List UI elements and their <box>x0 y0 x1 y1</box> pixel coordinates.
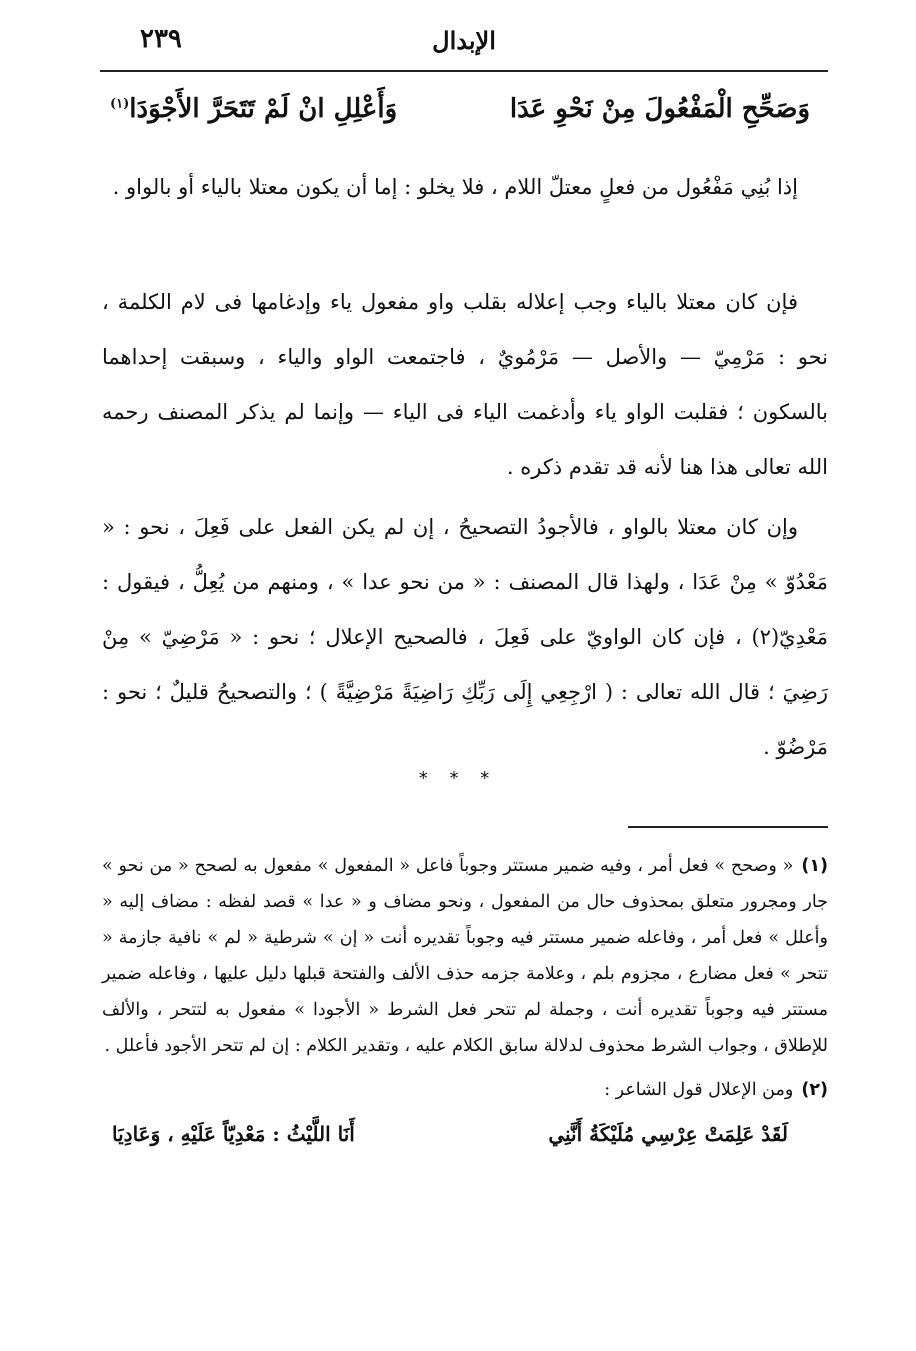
verse-hemistich-1-text: وَصَحِّحِ الْمَفْعُولَ مِنْ نَحْوِ عَدَا <box>509 94 810 124</box>
paragraph-3-text: وإن كان معتلا بالواو ، فالأجودُ التصحيحُ ، إن لم يكن الفعل على فَعِلَ ، نحو : « مَعْدُوّ » مِنْ عَدَا ، ولهذا قال المصنف : « من نحو عدا » ، ومنهم من يُعِلُّ ، فيقول : مَعْدِيّ(٢) ، فإن كان الواويّ على فَعِلَ ، فالصحيح الإعلال ؛ نحو : « مَرْضِيّ » مِنْ رَضِيَ ؛ قال الله تعالى : ( ارْجِعِي إِلَى رَبِّكِ رَاضِيَةً مَرْضِيَّةً ) ؛ والتصحيحُ قليلٌ ؛ نحو : مَرْضُوّ . <box>102 515 828 759</box>
footnote-2 <box>102 1072 828 1108</box>
footnote-2-text: ومن الإعلال قول الشاعر : <box>604 1080 794 1100</box>
verse-hemistich-1 <box>510 94 810 144</box>
footnotes <box>102 848 828 1152</box>
section-separator: * * * <box>418 768 498 789</box>
footnote-ref-1: (١) <box>110 96 130 112</box>
page-number: ٢٣٩ <box>140 24 182 54</box>
paragraph-1 <box>102 160 828 215</box>
footnote-2-number: (٢) <box>801 1080 828 1100</box>
footnote-2-verse-1: لَقَدْ عَلِمَتْ عِرْسِي مُلَيْكَةُ أَنَّنِي <box>548 1122 788 1146</box>
paragraph-3 <box>102 500 828 775</box>
page-header <box>100 24 828 70</box>
paragraph-1-text: إذا بُنِي مَفْعُول من فعلٍ معتلّ اللام ، فلا يخلو : إما أن يكون معتلا بالياء أو بالواو . <box>112 175 798 199</box>
footnote-2-verse <box>102 1116 828 1152</box>
paragraph-2 <box>102 275 828 495</box>
footnote-2-verse-2: أَنَا اللَّيْثُ : مَعْدِيّاً عَلَيْهِ ، وَعَادِيَا <box>112 1122 355 1146</box>
verse-line <box>110 94 810 144</box>
verse-hemistich-2-text: وَأَعْلِلِ انْ لَمْ تَتَحَرَّ الأَجْوَدَا <box>129 94 398 124</box>
footnote-rule <box>628 826 828 828</box>
footnote-1-number: (١) <box>801 856 828 876</box>
running-title: الإبدال <box>432 26 496 55</box>
footnote-1 <box>102 848 828 1064</box>
paragraph-2-text: فإن كان معتلا بالياء وجب إعلاله بقلب واو مفعول ياء وإدغامها فى لام الكلمة ، نحو : مَرْمِيّ — والأصل — مَرْمُويٌ ، فاجتمعت الواو والياء ، وسبقت إحداهما بالسكون ؛ فقلبت الواو ياء وأدغمت الياء فى الياء — وإنما لم يذكر المصنف رحمه الله تعالى هذا هنا لأنه قد تقدم ذكره . <box>102 290 828 479</box>
footnote-1-text: « وصحح » فعل أمر ، وفيه ضمير مستتر وجوباً فاعل « المفعول » مفعول به لصحح « من نحو » جار ومجرور متعلق بمحذوف حال من المفعول ، ونحو مضاف و « عدا » قصد لفظه : مضاف إليه « وأعلل » فعل أمر ، وفاعله ضمير مستتر فيه وجوباً تقديره أنت « إن » شرطية « لم » نافية جازمة « تتحر » فعل مضارع ، مجزوم بلم ، وعلامة جزمه حذف الألف والفتحة قبلها دليل عليها ، وفاعله ضمير مستتر فيه وجوباً تقديره أنت ، وجملة لم تتحر فعل الشرط « الأجودا » مفعول به لتتحر ، والألف للإطلاق ، وجواب الشرط محذوف لدلالة سابق الكلام عليه ، وتقدير الكلام : إن لم تتحر الأجود فأعلل . <box>102 856 828 1056</box>
header-rule <box>100 70 828 72</box>
verse-hemistich-2 <box>110 94 397 144</box>
